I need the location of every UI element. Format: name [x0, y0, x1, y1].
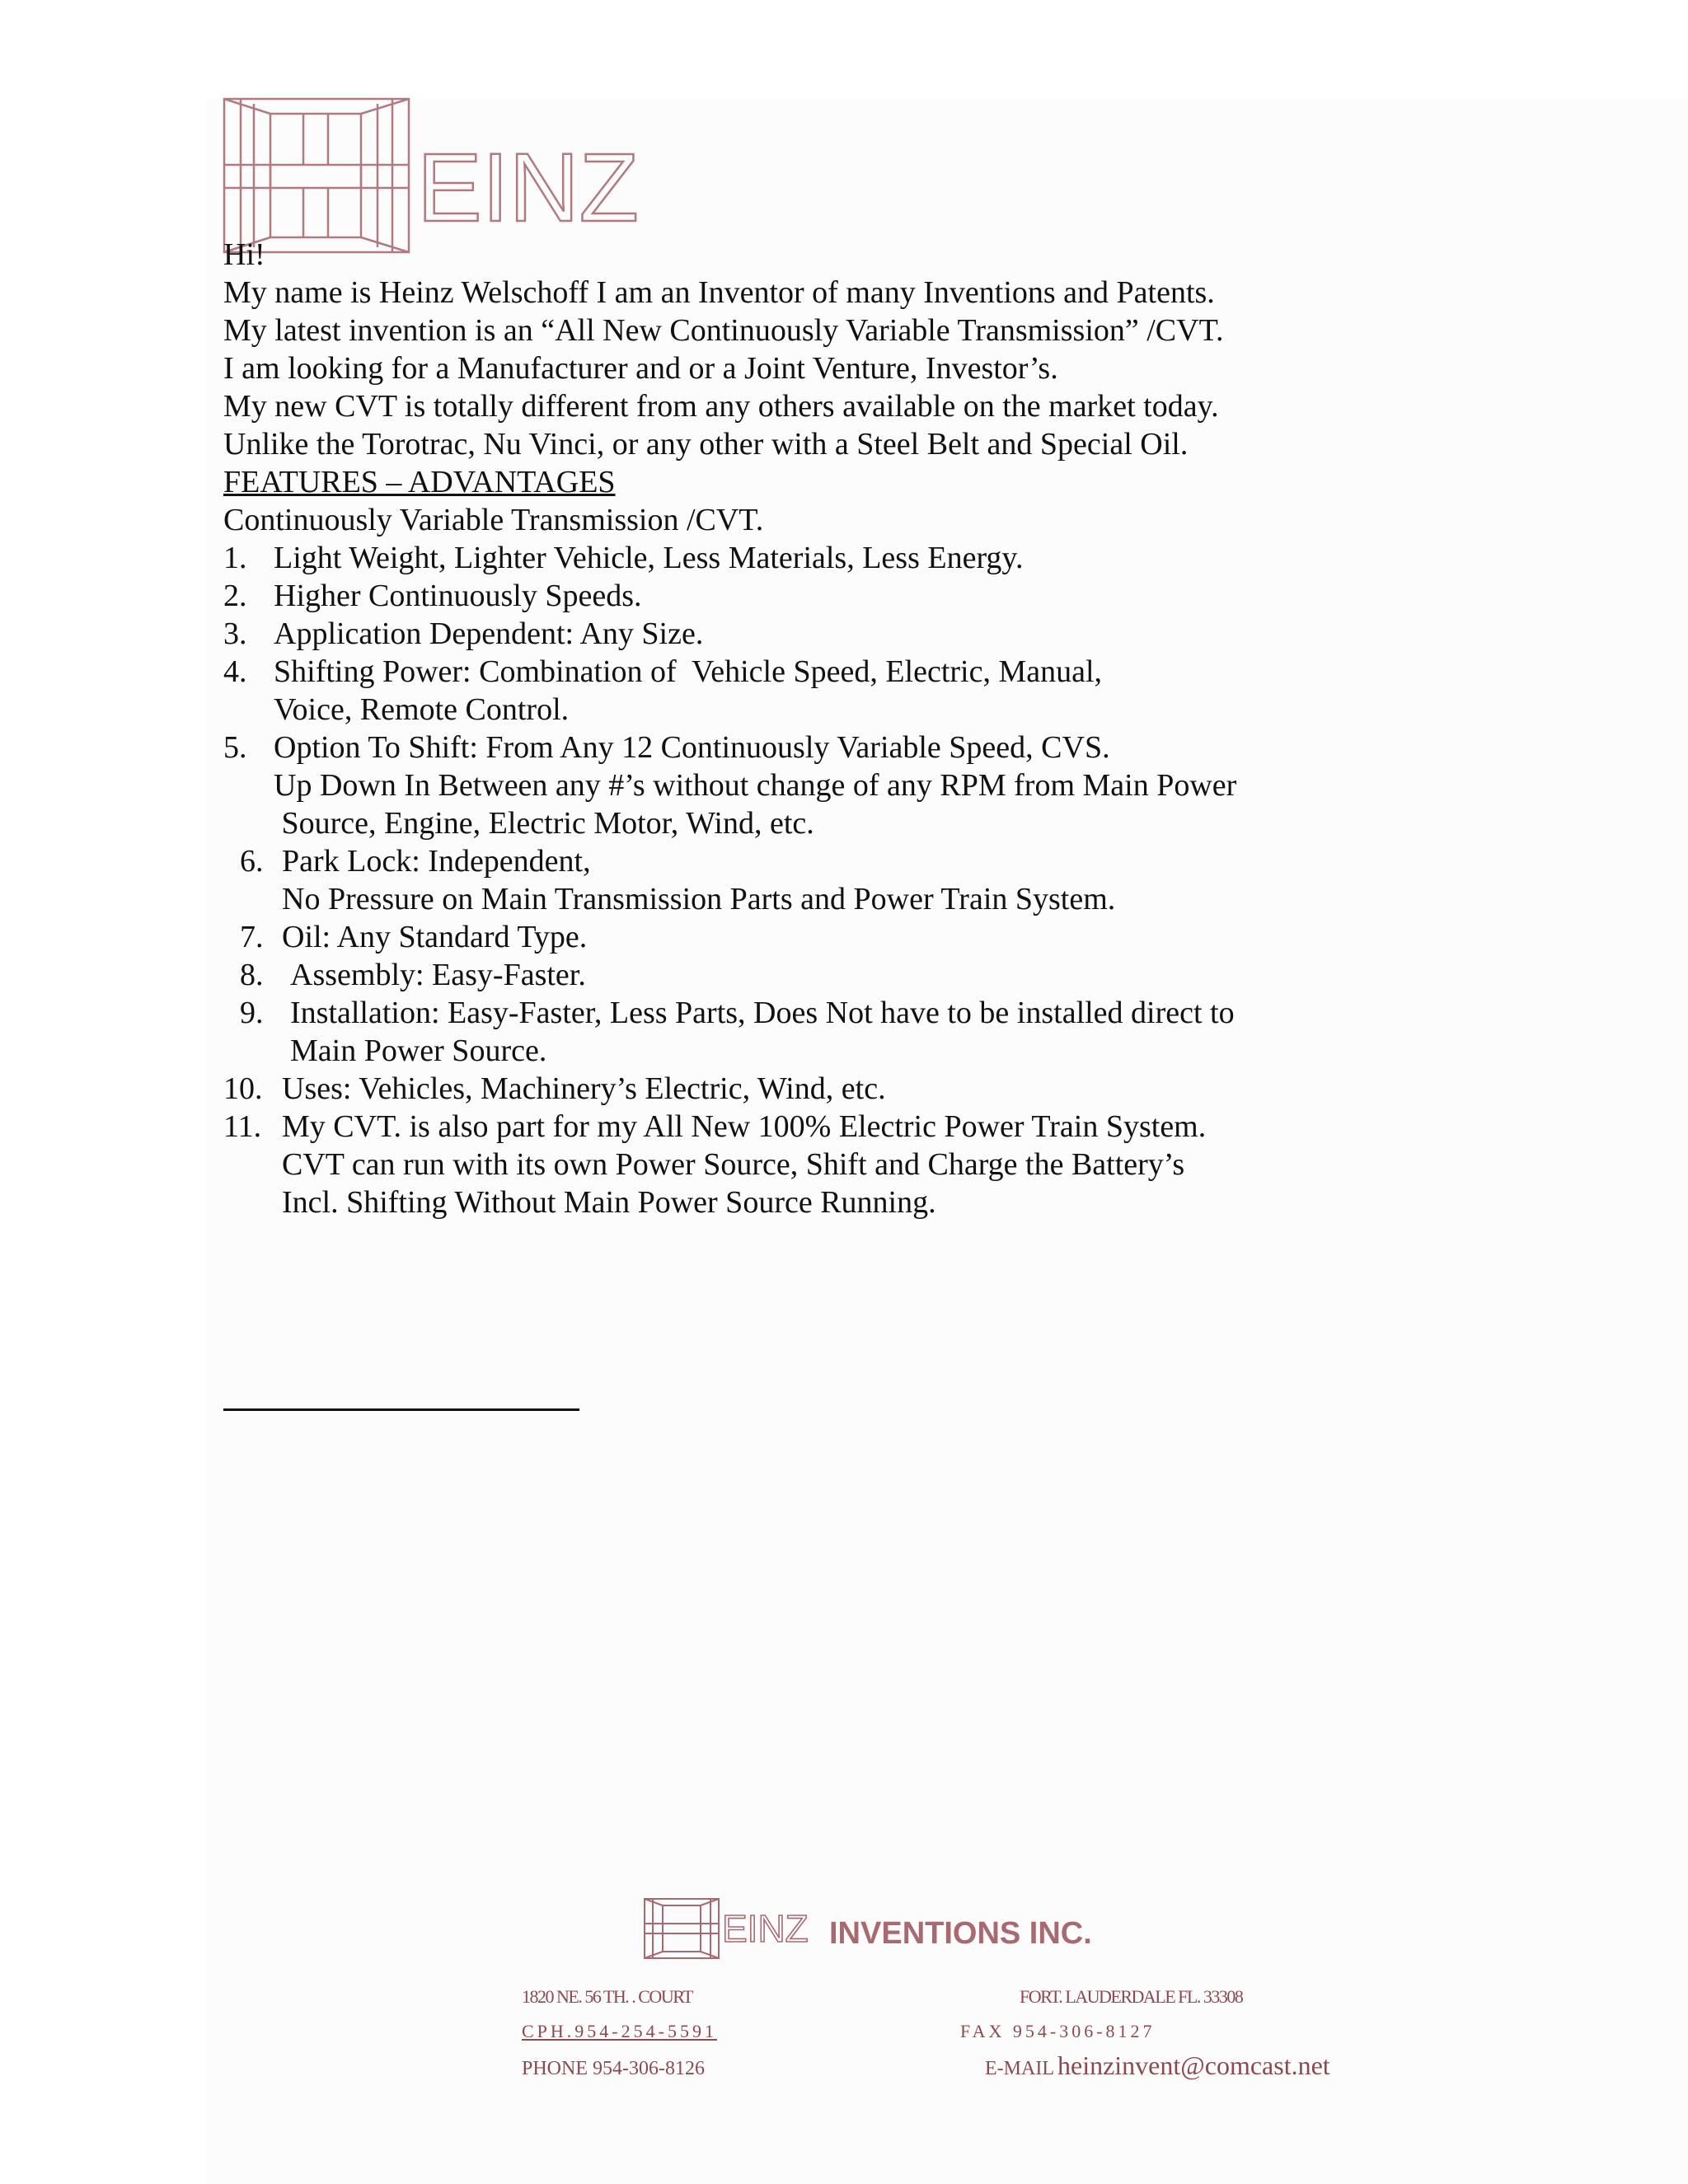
footer-cell-phone[interactable]: CPH.954-254-5591 — [522, 2021, 717, 2041]
feature-item-continued: Incl. Shifting Without Main Power Source Running. — [282, 1185, 936, 1220]
features-subheading: Continuously Variable Transmission /CVT. — [223, 503, 764, 537]
intro-line: My new CVT is totally different from any others available on the market today. — [223, 389, 1219, 424]
footer-city: FORT. LAUDERDALE FL. 33308 — [1020, 1986, 1243, 2007]
feature-item: 9. Installation: Easy-Faster, Less Parts, Does Not have to be installed direct to — [240, 996, 1235, 1030]
feature-item: 4. Shifting Power: Combination of Vehicle Speed, Electric, Manual, — [223, 654, 1103, 689]
feature-item: 3. Application Dependent: Any Size. — [223, 616, 704, 651]
intro-line: My name is Heinz Welschoff I am an Inventor of many Inventions and Patents. — [223, 275, 1215, 310]
feature-item: 5. Option To Shift: From Any 12 Continuously Variable Speed, CVS. — [223, 730, 1110, 765]
footer-address: 1820 NE. 56 TH. . COURT — [522, 1986, 692, 2007]
feature-item: 7. Oil: Any Standard Type. — [240, 920, 588, 954]
footer-fax: FAX 954-306-8127 — [960, 2021, 1156, 2041]
footer-phone: PHONE 954-306-8126 — [522, 2058, 705, 2079]
feature-item: 6. Park Lock: Independent, — [240, 844, 591, 879]
feature-item-continued: CVT can run with its own Power Source, Shift and Charge the Battery’s — [282, 1147, 1185, 1182]
footer-email — [985, 2050, 1330, 2081]
email-link[interactable]: heinzinvent@comcast.net — [1057, 2050, 1330, 2080]
feature-item: 2. Higher Continuously Speeds. — [223, 579, 642, 613]
svg-text:EINZ: EINZ — [722, 1907, 809, 1950]
greeting: Hi! — [223, 237, 265, 272]
intro-line: Unlike the Torotrac, Nu Vinci, or any other with a Steel Belt and Special Oil. — [223, 427, 1189, 462]
intro-line: My latest invention is an “All New Continuously Variable Transmission” /CVT. — [223, 313, 1224, 348]
feature-item-continued: Up Down In Between any #’s without change of any RPM from Main Power — [274, 768, 1237, 803]
features-heading: FEATURES – ADVANTAGES — [223, 465, 616, 499]
letter-body — [223, 236, 1583, 1221]
feature-item-continued: Main Power Source. — [290, 1033, 547, 1068]
feature-item-continued: Voice, Remote Control. — [274, 692, 570, 727]
feature-item-continued: No Pressure on Main Transmission Parts and Power Train System. — [282, 882, 1116, 916]
feature-item-continued: Source, Engine, Electric Motor, Wind, etc. — [274, 806, 814, 841]
feature-item: 1. Light Weight, Lighter Vehicle, Less Materials, Less Energy. — [223, 541, 1024, 575]
heinz-logo — [221, 96, 639, 257]
intro-line: I am looking for a Manufacturer and or a Joint Venture, Investor’s. — [223, 351, 1058, 386]
feature-item: 8. Assembly: Easy-Faster. — [240, 958, 586, 992]
feature-item: 11. My CVT. is also part for my All New 100% Electric Power Train System. — [223, 1109, 1207, 1144]
footer-logo — [641, 1896, 1092, 1961]
email-label: E-MAIL — [985, 2058, 1054, 2079]
company-name: INVENTIONS INC. — [829, 1916, 1092, 1951]
logo-wordmark: EINZ — [417, 134, 639, 242]
feature-item: 10. Uses: Vehicles, Machinery’s Electric, Wind, etc. — [223, 1071, 886, 1106]
signature-line — [223, 1408, 579, 1411]
